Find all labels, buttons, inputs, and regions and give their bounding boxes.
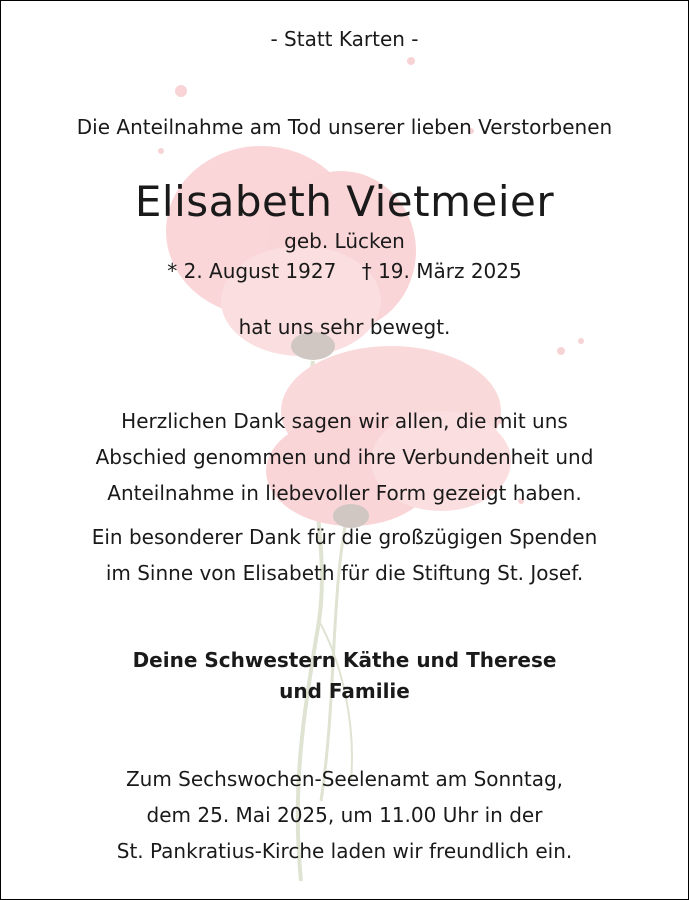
life-dates: * 2. August 1927 † 19. März 2025 xyxy=(167,259,522,283)
thanks-line: Anteilnahme in liebevoller Form gezeigt haben. xyxy=(107,481,582,505)
intro-text: Die Anteilnahme am Tod unserer lieben Verstorbenen xyxy=(76,115,613,139)
donations-line: Ein besonderer Dank für die großzügigen Spenden xyxy=(91,525,598,549)
deceased-name: Elisabeth Vietmeier xyxy=(134,177,555,226)
mass-info-line: St. Pankratius-Kirche laden wir freundlich ein. xyxy=(116,839,573,863)
mass-info-line: dem 25. Mai 2025, um 11.00 Uhr in der xyxy=(146,803,543,827)
signature-line: Deine Schwestern Käthe und Therese xyxy=(132,648,557,672)
birth-name: geb. Lücken xyxy=(284,229,405,253)
mass-info-line: Zum Sechswochen-Seelenamt am Sonntag, xyxy=(125,767,564,791)
thanks-line: Herzlichen Dank sagen wir allen, die mit uns xyxy=(121,409,568,433)
header-statt-karten: - Statt Karten - xyxy=(270,27,419,51)
moved-text: hat uns sehr bewegt. xyxy=(238,315,451,339)
donations-line: im Sinne von Elisabeth für die Stiftung St. Josef. xyxy=(105,561,584,585)
thanks-line: Abschied genommen und ihre Verbundenheit und xyxy=(95,445,594,469)
signature-line: und Familie xyxy=(279,679,410,703)
